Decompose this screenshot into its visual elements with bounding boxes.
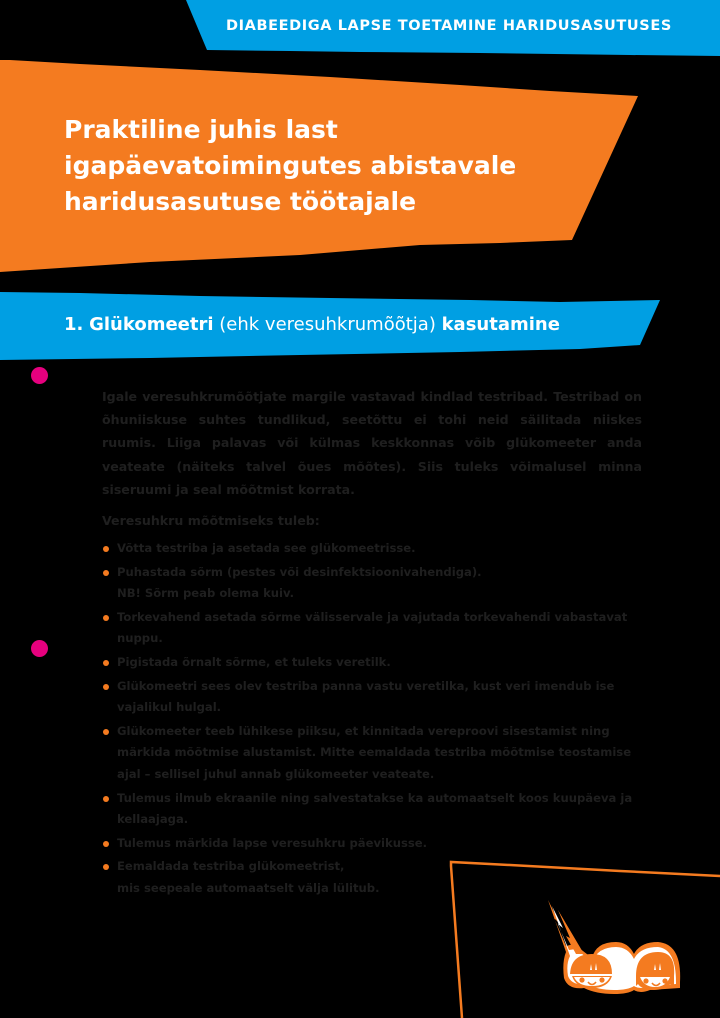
title-line-3: haridusasutuse töötajale xyxy=(64,187,417,216)
bullet-icon xyxy=(103,684,109,690)
bullet-icon xyxy=(103,615,109,621)
bullet-icon xyxy=(103,660,109,666)
list-item: Pigistada õrnalt sõrme, et tuleks veretilk. xyxy=(102,652,662,674)
list-item: Torkevahend asetada sõrme välisservale ja vajutada torkevahendi vabastavat nuppu. xyxy=(102,607,662,650)
section-bold-end: kasutamine xyxy=(441,314,560,335)
list-item: Eemaldada testriba glükomeetrist, mis seepeale automaatselt välja lülitub. xyxy=(102,856,662,899)
section-number: 1. xyxy=(64,314,84,335)
page-title xyxy=(64,112,604,220)
bullet-icon xyxy=(103,570,109,576)
top-banner-title: DIABEEDIGA LAPSE TOETAMINE HARIDUSASUTUSES xyxy=(226,18,672,34)
section-paren: (ehk veresuhkrumõõtja) xyxy=(219,314,436,335)
list-item: Glükomeeter teeb lühikese piiksu, et kinnitada vereproovi sisestamist ning märkida mõõtmise alustamist. Mitte eemaldada testriba mõõtmise teostamise ajal – sellisel juhul annab glükomeeter veateate. xyxy=(102,721,662,786)
pink-dot-marker xyxy=(31,367,48,384)
bullet-icon xyxy=(103,796,109,802)
steps-list xyxy=(102,538,662,902)
list-item: Võtta testriba ja asetada see glükomeetrisse. xyxy=(102,538,662,560)
bullet-icon xyxy=(103,546,109,552)
two-kids-mascot-icon xyxy=(544,898,694,1010)
steps-heading: Veresuhkru mõõtmiseks tuleb: xyxy=(102,513,320,528)
section-bold-word: Glükomeetri xyxy=(89,314,214,335)
title-line-1: Praktiline juhis last xyxy=(64,115,338,144)
list-item: Tulemus märkida lapse veresuhkru päevikusse. xyxy=(102,833,662,855)
intro-paragraph: Igale veresuhkrumõõtjate margile vastavad kindlad testribad. Testribad on õhuniiskuse suhtes tundlikud, seetõttu ei tohi neid säilitada niiskes ruumis. Liiga palavas või külmas keskkonnas võib glükomeeter anda veateate (näiteks talvel õues mõõtes). Siis tuleks võimalusel minna siseruumi ja seal mõõtmist korrata. xyxy=(102,389,642,497)
list-item: Tulemus ilmub ekraanile ning salvestatakse ka automaatselt koos kuupäeva ja kellaajaga. xyxy=(102,788,662,831)
title-line-2: igapäevatoimingutes abistavale xyxy=(64,151,517,180)
bullet-icon xyxy=(103,729,109,735)
bullet-icon xyxy=(103,864,109,870)
pink-dot-marker xyxy=(31,640,48,657)
section-heading xyxy=(64,312,560,338)
bullet-icon xyxy=(103,841,109,847)
list-item: Glükomeetri sees olev testriba panna vastu veretilka, kust veri imendub ise vajalikul hulgal. xyxy=(102,676,662,719)
list-item: Puhastada sõrm (pestes või desinfektsioonivahendiga). NB! Sõrm peab olema kuiv. xyxy=(102,562,662,605)
